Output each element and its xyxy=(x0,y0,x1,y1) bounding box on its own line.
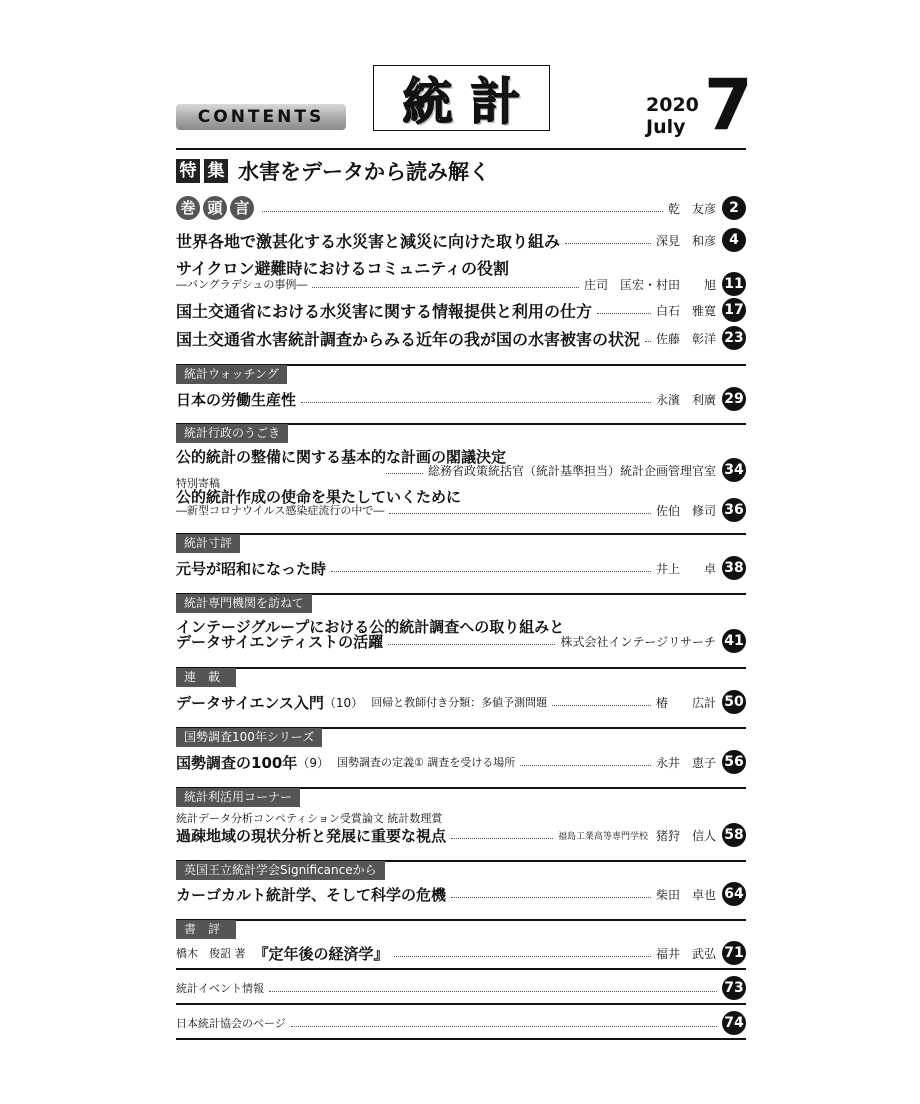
contents-label: CONTENTS xyxy=(176,104,346,130)
entry-kicker: 統計データ分析コンペティション受賞論文 統計数理賞 xyxy=(176,812,443,825)
toc-entry[interactable] xyxy=(176,272,746,296)
entry-title: 元号が昭和になった時 xyxy=(176,559,327,578)
feature-heading xyxy=(176,156,490,186)
page-number: 23 xyxy=(722,326,746,350)
entry-kicker: 特別寄稿 xyxy=(176,477,220,490)
leader-dots xyxy=(520,765,651,766)
page-number: 56 xyxy=(722,750,746,774)
page-number: 58 xyxy=(722,823,746,847)
section-label: 統計行政のうごき xyxy=(176,424,288,443)
entry-title[interactable]: 公的統計作成の使命を果たしていくために xyxy=(176,488,462,506)
leader-dots xyxy=(301,402,651,403)
entry-title: カーゴカルト統計学、そして科学の危機 xyxy=(176,885,447,904)
entry-affiliation: 福島工業高等専門学校 xyxy=(557,831,648,842)
entry-title: 国土交通省水害統計調査からみる近年の我が国の水害被害の状況 xyxy=(176,329,641,349)
entry-title[interactable]: サイクロン避難時におけるコミュニティの役割 xyxy=(176,259,509,278)
page-number: 64 xyxy=(722,882,746,906)
issue-number: 7 xyxy=(704,64,753,146)
entry-title: 国土交通省における水災害に関する情報提供と利用の仕方 xyxy=(176,301,593,321)
leader-dots xyxy=(269,991,717,992)
entry-author: 株式会社インテージリサーチ xyxy=(560,634,716,649)
toc-entry[interactable] xyxy=(176,629,746,653)
entry-author: 佐藤 彰洋 xyxy=(655,331,716,346)
entry-series-number: （9） xyxy=(297,755,329,770)
section-label: 統計寸評 xyxy=(176,534,240,553)
section-rule xyxy=(176,667,746,669)
entry-series-number: （10） xyxy=(323,695,364,710)
leader-dots xyxy=(312,287,579,288)
entry-author: 深見 和彦 xyxy=(655,233,716,248)
leader-dots xyxy=(451,838,553,839)
entry-title: 『定年後の経済学』 xyxy=(253,944,389,963)
page-number: 71 xyxy=(722,941,746,965)
entry-title: データサイエンス入門 xyxy=(176,693,324,712)
entry-author: 庄司 匡宏・村田 旭 xyxy=(583,277,716,292)
kantogen-char: 言 xyxy=(230,196,254,220)
entry-title: 日本統計協会のページ xyxy=(176,1017,286,1030)
entry-title: データサイエンティストの活躍 xyxy=(176,632,384,651)
feature-label-char: 集 xyxy=(204,159,228,183)
section-label: 統計ウォッチング xyxy=(176,365,287,384)
toc-entry[interactable] xyxy=(176,228,746,252)
entry-author: 柴田 卓也 xyxy=(655,887,716,902)
leader-dots xyxy=(389,513,651,514)
toc-entry[interactable] xyxy=(176,976,746,1000)
leader-dots xyxy=(394,956,651,957)
entry-title: 世界各地で激甚化する水災害と減災に向けた取り組み xyxy=(176,231,561,251)
entry-subtitle: ―バングラデシュの事例― xyxy=(176,278,308,291)
book-author: 橋木 俊詔 著 xyxy=(176,947,246,960)
entry-subtitle: ―新型コロナウイルス感染症流行の中で― xyxy=(176,504,385,517)
toc-entry[interactable] xyxy=(176,498,746,522)
section-label: 国勢調査100年シリーズ xyxy=(176,728,322,747)
leader-dots xyxy=(388,644,555,645)
kantogen-char: 巻 xyxy=(176,196,200,220)
entry-detail: 回帰と教師付き分類：多値予測問題 xyxy=(371,696,548,709)
toc-entry[interactable] xyxy=(176,326,746,350)
page-number: 41 xyxy=(722,629,746,653)
entry-author: 佐伯 修司 xyxy=(655,503,716,518)
leader-dots xyxy=(597,313,651,314)
entry-author: 井上 卓 xyxy=(655,561,716,576)
page-number: 29 xyxy=(722,387,746,411)
entry-author: 永濱 利廣 xyxy=(655,392,716,407)
entry-title: 過疎地域の現状分析と発展に重要な視点 xyxy=(176,826,447,845)
leader-dots xyxy=(291,1026,717,1027)
page-number: 17 xyxy=(722,298,746,322)
section-label: 書 評 xyxy=(176,920,236,939)
page-number: 50 xyxy=(722,690,746,714)
leader-dots xyxy=(552,705,651,706)
toc-entry[interactable] xyxy=(176,387,746,411)
issue-year: 2020 xyxy=(646,94,699,116)
toc-entry[interactable] xyxy=(176,882,746,906)
header-rule xyxy=(176,148,746,150)
section-rule xyxy=(176,1003,746,1005)
section-label: 英国王立統計学会Significanceから xyxy=(176,861,385,880)
page-number: 2 xyxy=(722,196,746,220)
kantogen-char: 頭 xyxy=(203,196,227,220)
entry-title[interactable]: インテージグループにおける公的統計調査への取り組みと xyxy=(176,618,565,636)
toc-entry[interactable] xyxy=(176,690,746,714)
entry-title[interactable]: 公的統計の整備に関する基本的な計画の閣議決定 xyxy=(176,448,507,466)
toc-entry[interactable] xyxy=(176,941,746,965)
entry-author: 永井 恵子 xyxy=(655,755,716,770)
leader-dots xyxy=(451,897,651,898)
section-rule xyxy=(176,1038,746,1040)
section-label: 統計利活用コーナー xyxy=(176,788,300,807)
entry-author: 乾 友彦 xyxy=(667,201,716,216)
entry-title: 統計イベント情報 xyxy=(176,982,264,995)
entry-title: 国勢調査の100年 xyxy=(176,753,298,772)
page-number: 74 xyxy=(722,1011,746,1035)
entry-author: 白石 雅寛 xyxy=(655,303,716,318)
magazine-title: 統計 xyxy=(402,72,539,131)
toc-entry[interactable] xyxy=(176,1011,746,1035)
page-number: 38 xyxy=(722,556,746,580)
page-number: 4 xyxy=(722,228,746,252)
page-number: 34 xyxy=(722,458,746,482)
entry-detail: 国勢調査の定義① 調査を受ける場所 xyxy=(336,756,516,769)
feature-label-char: 特 xyxy=(176,159,200,183)
toc-entry[interactable] xyxy=(176,750,746,774)
section-label: 連 載 xyxy=(176,668,236,687)
page-number: 73 xyxy=(722,976,746,1000)
issue-month: July xyxy=(646,116,686,138)
entry-author: 総務省政策統括官（統計基準担当）統計企画管理官室 xyxy=(427,463,716,478)
leader-dots xyxy=(386,473,423,474)
section-rule xyxy=(176,968,746,970)
leader-dots xyxy=(331,571,651,572)
entry-author: 椿 広計 xyxy=(655,695,716,710)
page-number: 36 xyxy=(722,498,746,522)
toc-entry[interactable] xyxy=(176,298,746,322)
entry-author: 福井 武弘 xyxy=(655,946,716,961)
page-number: 11 xyxy=(722,272,746,296)
entry-author: 猪狩 信人 xyxy=(655,828,716,843)
magazine-title-box xyxy=(373,65,550,131)
entry-title: 日本の労働生産性 xyxy=(176,390,297,409)
toc-entry-kantogen[interactable] xyxy=(176,196,746,220)
toc-entry[interactable] xyxy=(176,823,746,847)
section-rule xyxy=(176,919,746,921)
leader-dots xyxy=(262,211,663,212)
leader-dots xyxy=(565,243,651,244)
toc-entry[interactable] xyxy=(176,556,746,580)
feature-title: 水害をデータから読み解く xyxy=(238,160,490,184)
leader-dots xyxy=(645,341,651,342)
section-rule xyxy=(176,533,746,535)
section-label: 統計専門機関を訪ねて xyxy=(176,594,312,613)
